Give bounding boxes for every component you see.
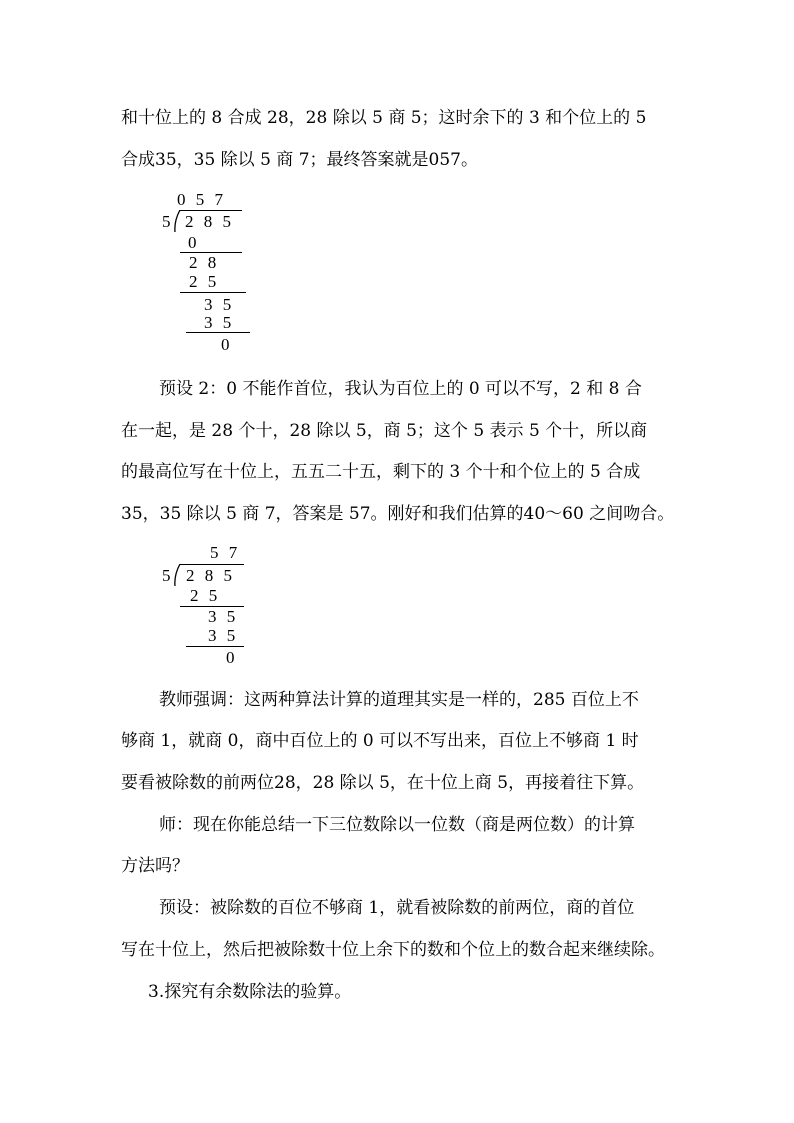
paragraph-line: 在一起，是 28 个十，28 除以 5，商 5；这个 5 表示 5 个十，所以商 (121, 421, 648, 441)
division-bracket (174, 210, 184, 232)
subtraction-line (186, 646, 244, 647)
section-heading: 3.探究有余数除法的验算。 (148, 982, 352, 1002)
dividend: 2 8 5 (186, 566, 235, 585)
step-value: 0 (188, 233, 197, 252)
paragraph-line: 要看被除数的前两位28，28 除以 5，在十位上商 5，再接着往下算。 (121, 773, 645, 793)
subtraction-line (186, 332, 250, 333)
divisor: 5 (162, 566, 171, 585)
remainder: 0 (221, 335, 230, 354)
dividend: 2 8 5 (185, 212, 234, 231)
paragraph-line: 35，35 除以 5 商 7，答案是 57。刚好和我们估算的40～60 之间吻合。 (121, 504, 675, 524)
division-bar (180, 564, 244, 565)
step-value: 3 5 (208, 626, 239, 645)
step-value: 2 5 (190, 586, 221, 605)
paragraph-line: 师：现在你能总结一下三位数除以一位数（商是两位数）的计算 (159, 815, 635, 835)
quotient: 5 7 (210, 543, 241, 562)
subtraction-line (180, 292, 246, 293)
paragraph-line: 预设 2：0 不能作首位，我认为百位上的 0 可以不写，2 和 8 合 (159, 379, 642, 399)
step-value: 2 8 (189, 253, 220, 272)
paragraph-line: 合成35，35 除以 5 商 7；最终答案就是057。 (121, 150, 478, 170)
step-value: 3 5 (204, 313, 235, 332)
paragraph-line: 够商 1，就商 0，商中百位上的 0 可以不写出来，百位上不够商 1 时 (121, 731, 639, 751)
paragraph-line: 方法吗？ (121, 856, 189, 876)
paragraph-line: 的最高位写在十位上，五五二十五，剩下的 3 个十和个位上的 5 合成 (121, 462, 641, 482)
paragraph-line: 写在十位上，然后把被除数十位上余下的数和个位上的数合起来继续除。 (121, 940, 665, 960)
step-value: 3 5 (208, 607, 239, 626)
step-value: 3 5 (204, 295, 235, 314)
step-value: 2 5 (189, 272, 220, 291)
divisor: 5 (162, 212, 171, 231)
paragraph-line: 预设：被除数的百位不够商 1，就看被除数的前两位，商的首位 (159, 898, 635, 918)
remainder: 0 (226, 648, 235, 667)
quotient: 0 5 7 (177, 190, 226, 209)
division-bar (180, 210, 242, 211)
paragraph-line: 和十位上的 8 合成 28，28 除以 5 商 5；这时余下的 3 和个位上的 5 (121, 108, 647, 128)
division-bracket (174, 564, 184, 586)
paragraph-line: 教师强调：这两种算法计算的道理其实是一样的，285 百位上不 (159, 690, 639, 710)
